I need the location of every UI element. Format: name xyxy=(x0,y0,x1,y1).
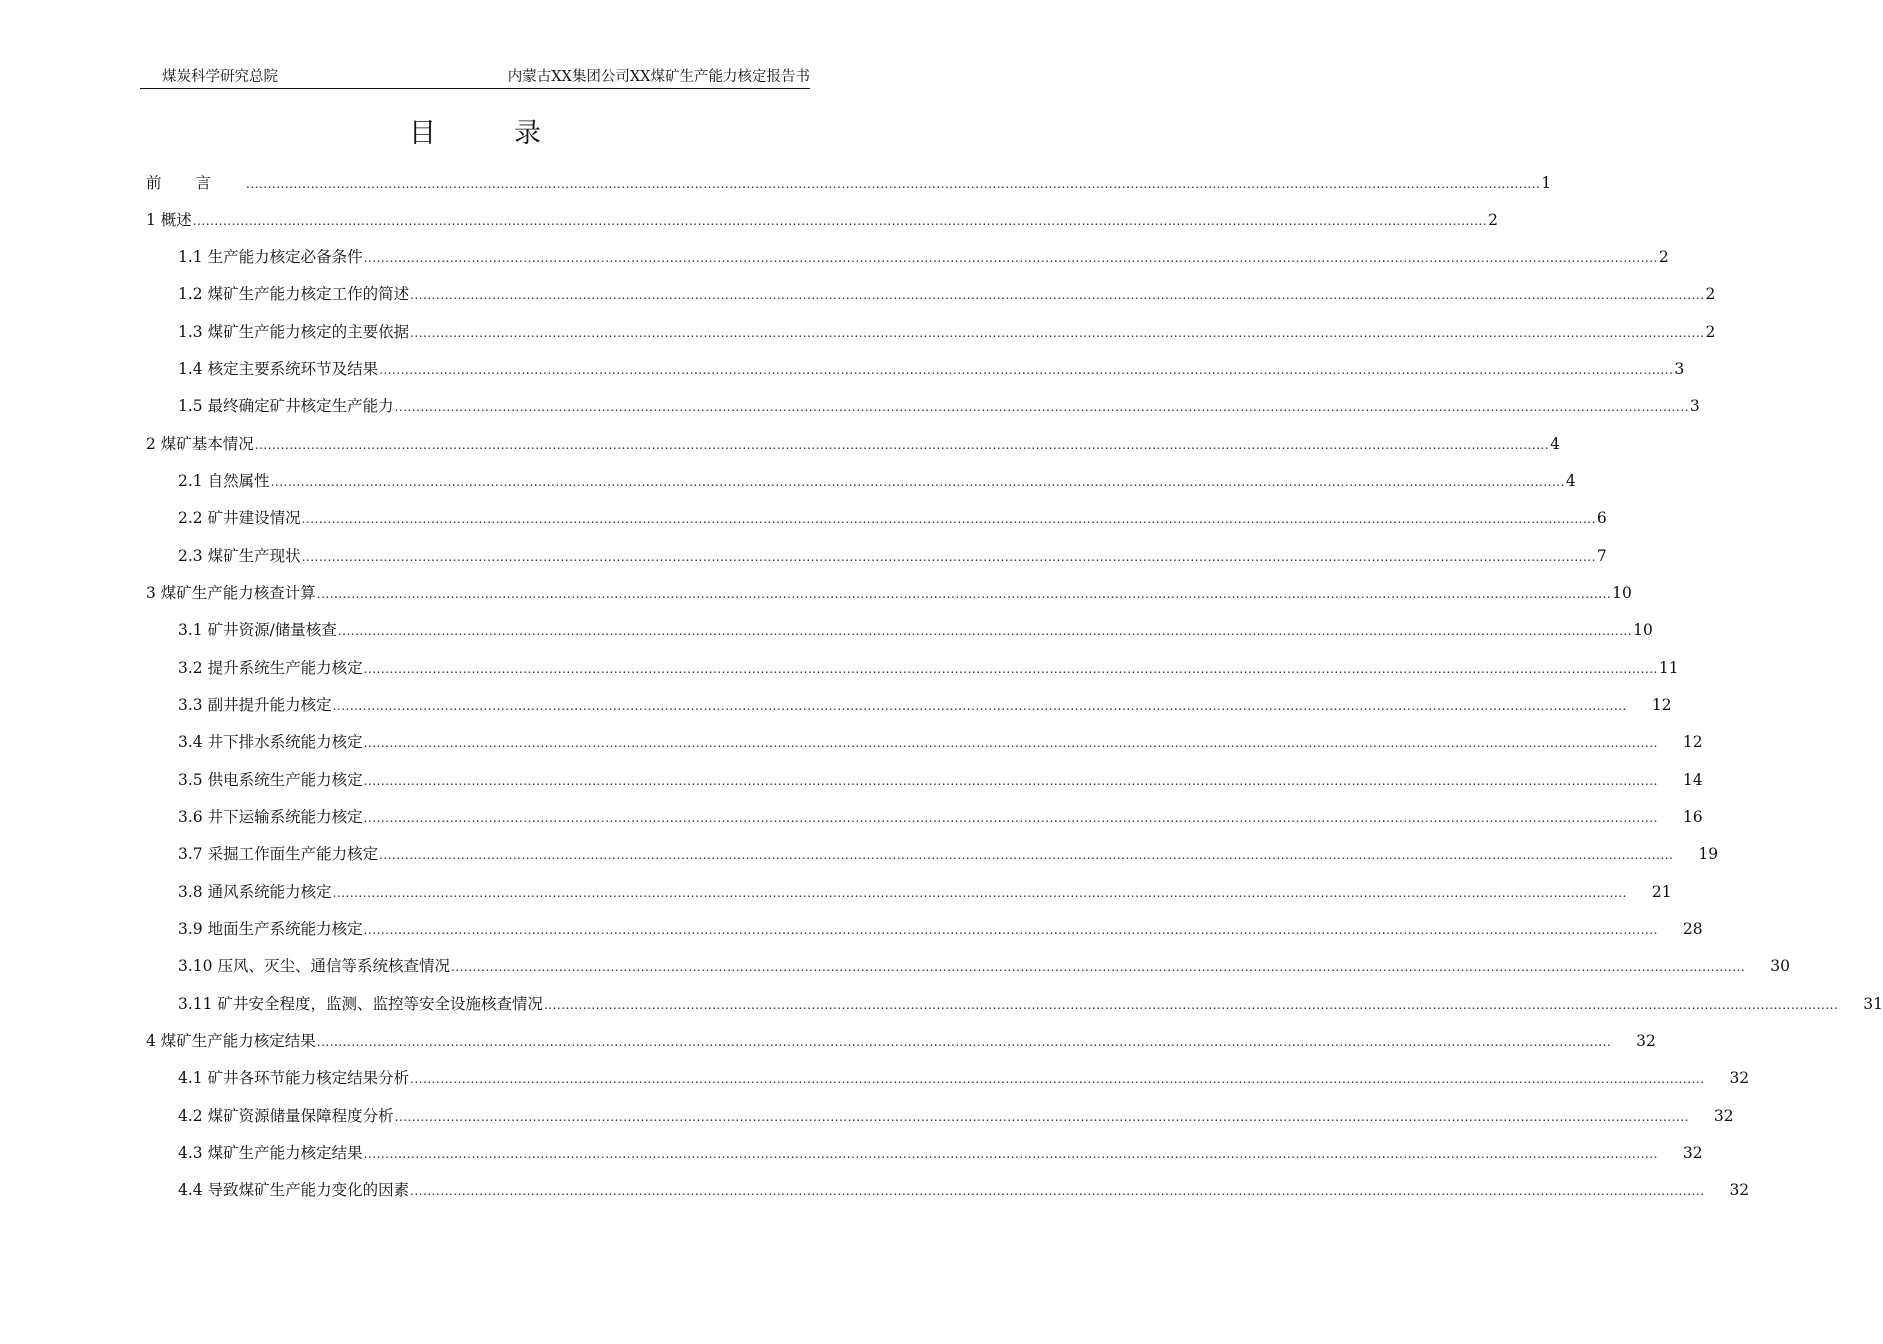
toc-entry-label: 2.1 自然属性 xyxy=(178,472,270,490)
toc-page-number: 21 xyxy=(1651,883,1672,901)
toc-entry[interactable] xyxy=(178,655,1679,681)
toc-entry-label: 3.10 压风、灭尘、通信等系统核查情况 xyxy=(178,957,450,975)
toc-leader-dots: ............................................................................................................................................................................................................................................................................................................ xyxy=(363,811,1658,825)
toc-entry-label: 1.1 生产能力核定必备条件 xyxy=(178,248,363,266)
toc-entry-label: 1.2 煤矿生产能力核定工作的简述 xyxy=(178,285,410,303)
toc-leader-dots: ............................................................................................................................................................................................................................................................................................................ xyxy=(450,960,1746,974)
toc-page-number: 30 xyxy=(1770,957,1791,975)
toc-leader-dots: ............................................................................................................................................................................................................................................................................................................ xyxy=(410,288,1705,302)
toc-entry-label: 2.3 煤矿生产现状 xyxy=(178,547,301,565)
toc-leader-dots: ............................................................................................................................................................................................................................................................................................................ xyxy=(379,848,1674,862)
toc-entry-label: 1 概述 xyxy=(146,211,192,229)
toc-title: 目录 xyxy=(409,118,619,149)
toc-leader-dots: ............................................................................................................................................................................................................................................................................................................ xyxy=(363,736,1658,750)
toc-leader-dots: ............................................................................................................................................................................................................................................................................................................ xyxy=(192,214,1488,228)
toc-page-number: 14 xyxy=(1682,771,1703,789)
toc-page-number: 16 xyxy=(1682,808,1703,826)
toc-entry[interactable] xyxy=(146,580,1632,606)
toc-entry[interactable] xyxy=(178,729,1703,755)
toc-leader-dots: ............................................................................................................................................................................................................................................................................................................ xyxy=(363,923,1658,937)
toc-leader-dots: ............................................................................................................................................................................................................................................................................................................ xyxy=(254,438,1550,452)
toc-entry-label: 3.6 井下运输系统能力核定 xyxy=(178,808,363,826)
toc-entry-label: 4.3 煤矿生产能力核定结果 xyxy=(178,1144,363,1162)
toc-entry-label: 3.1 矿井资源/储量核查 xyxy=(178,621,337,639)
toc-entry[interactable] xyxy=(146,1028,1656,1054)
toc-entry-label: 2.2 矿井建设情况 xyxy=(178,509,301,527)
toc-entry-label: 4.4 导致煤矿生产能力变化的因素 xyxy=(178,1181,410,1199)
toc-entry-label: 1.5 最终确定矿井核定生产能力 xyxy=(178,397,394,415)
toc-entry-label: 3.5 供电系统生产能力核定 xyxy=(178,771,363,789)
toc-leader-dots: ............................................................................................................................................................................................................................................................................................................ xyxy=(379,363,1674,377)
toc-leader-dots: ............................................................................................................................................................................................................................................................................................................ xyxy=(363,251,1658,265)
toc-page-number: 11 xyxy=(1658,659,1679,677)
toc-leader-dots: ............................................................................................................................................................................................................................................................................................................ xyxy=(332,886,1627,900)
toc-entry-label: 前言 xyxy=(146,174,246,192)
toc-entry[interactable] xyxy=(178,1177,1750,1203)
toc-page-number: 7 xyxy=(1596,547,1607,565)
toc-leader-dots: ............................................................................................................................................................................................................................................................................................................ xyxy=(316,1035,1612,1049)
toc-leader-dots: ............................................................................................................................................................................................................................................................................................................ xyxy=(246,177,1541,191)
toc-entry[interactable] xyxy=(178,617,1653,643)
toc-page-number: 32 xyxy=(1729,1069,1750,1087)
toc-page-number: 28 xyxy=(1682,920,1703,938)
page-header xyxy=(140,66,810,89)
toc-leader-dots: ............................................................................................................................................................................................................................................................................................................ xyxy=(337,624,1633,638)
toc-page-number: 12 xyxy=(1682,733,1703,751)
toc-page-number: 10 xyxy=(1612,584,1632,602)
toc-leader-dots: ............................................................................................................................................................................................................................................................................................................ xyxy=(410,326,1705,340)
toc-leader-dots: ............................................................................................................................................................................................................................................................................................................ xyxy=(316,587,1612,601)
toc-page-number: 3 xyxy=(1689,397,1700,415)
toc-entry[interactable] xyxy=(178,505,1607,531)
toc-leader-dots: ............................................................................................................................................................................................................................................................................................................ xyxy=(270,475,1565,489)
toc-entry[interactable] xyxy=(178,1103,1734,1129)
toc-leader-dots: ............................................................................................................................................................................................................................................................................................................ xyxy=(394,1110,1689,1124)
toc-leader-dots: ............................................................................................................................................................................................................................................................................................................ xyxy=(410,1184,1705,1198)
toc-entry-label: 3.2 提升系统生产能力核定 xyxy=(178,659,363,677)
toc-leader-dots: ............................................................................................................................................................................................................................................................................................................ xyxy=(363,662,1658,676)
toc-page-number: 10 xyxy=(1633,621,1653,639)
toc-entry[interactable] xyxy=(178,244,1669,270)
toc-leader-dots: ............................................................................................................................................................................................................................................................................................................ xyxy=(301,550,1596,564)
toc-entry[interactable] xyxy=(146,431,1561,457)
toc-entry[interactable] xyxy=(178,319,1716,345)
toc-leader-dots: ............................................................................................................................................................................................................................................................................................................ xyxy=(332,699,1627,713)
toc-page-number: 32 xyxy=(1729,1181,1750,1199)
toc-entry[interactable] xyxy=(178,1140,1703,1166)
toc-leader-dots: ............................................................................................................................................................................................................................................................................................................ xyxy=(394,400,1689,414)
toc-entry[interactable] xyxy=(178,356,1685,382)
toc-entry[interactable] xyxy=(178,1065,1750,1091)
toc-leader-dots: ............................................................................................................................................................................................................................................................................................................ xyxy=(301,512,1596,526)
toc-entry[interactable] xyxy=(178,393,1700,419)
toc-page-number: 32 xyxy=(1636,1032,1656,1050)
toc-entry[interactable] xyxy=(178,692,1672,718)
toc-entry-label: 3.4 井下排水系统能力核定 xyxy=(178,733,363,751)
toc-entry[interactable] xyxy=(178,767,1703,793)
toc-page-number: 4 xyxy=(1550,435,1561,453)
toc-entry-label: 3.3 副井提升能力核定 xyxy=(178,696,332,714)
toc-entry[interactable] xyxy=(178,841,1719,867)
toc-page-number: 2 xyxy=(1488,211,1499,229)
toc-page-number: 3 xyxy=(1674,360,1685,378)
toc-entry[interactable] xyxy=(178,953,1791,979)
toc-entry[interactable] xyxy=(146,170,1552,196)
header-report-title: 内蒙古XX集团公司XX煤矿生产能力核定报告书 xyxy=(507,69,810,85)
toc-leader-dots: ............................................................................................................................................................................................................................................................................................................ xyxy=(363,774,1658,788)
header-institute: 煤炭科学研究总院 xyxy=(162,69,278,85)
toc-page-number: 6 xyxy=(1596,509,1607,527)
toc-page-number: 32 xyxy=(1713,1107,1734,1125)
toc-entry[interactable] xyxy=(146,207,1499,233)
toc-page-number: 31 xyxy=(1863,995,1883,1013)
toc-page-number: 1 xyxy=(1541,174,1552,192)
toc-entry-label: 4 煤矿生产能力核定结果 xyxy=(146,1032,316,1050)
toc-entry-label: 4.1 矿井各环节能力核定结果分析 xyxy=(178,1069,410,1087)
toc-entry-label: 3.11 矿井安全程度，监测、监控等安全设施核查情况 xyxy=(178,995,543,1013)
toc-page-number: 4 xyxy=(1565,472,1576,490)
toc-entry-label: 4.2 煤矿资源储量保障程度分析 xyxy=(178,1107,394,1125)
toc-page-number: 2 xyxy=(1705,323,1716,341)
toc-entry[interactable] xyxy=(178,916,1703,942)
toc-entry[interactable] xyxy=(178,281,1716,307)
toc-page-number: 2 xyxy=(1658,248,1669,266)
toc-entry-label: 2 煤矿基本情况 xyxy=(146,435,254,453)
toc-entry-label: 3.8 通风系统能力核定 xyxy=(178,883,332,901)
toc-leader-dots: ............................................................................................................................................................................................................................................................................................................ xyxy=(543,998,1839,1012)
toc-leader-dots: ............................................................................................................................................................................................................................................................................................................ xyxy=(363,1147,1658,1161)
toc-entry[interactable] xyxy=(178,804,1703,830)
toc-page-number: 12 xyxy=(1651,696,1672,714)
toc-entry-label: 1.3 煤矿生产能力核定的主要依据 xyxy=(178,323,410,341)
toc-page-number: 32 xyxy=(1682,1144,1703,1162)
toc-page-number: 2 xyxy=(1705,285,1716,303)
toc-entry-label: 3 煤矿生产能力核查计算 xyxy=(146,584,316,602)
toc-entry-label: 1.4 核定主要系统环节及结果 xyxy=(178,360,379,378)
toc-entry-label: 3.9 地面生产系统能力核定 xyxy=(178,920,363,938)
toc-entry[interactable] xyxy=(178,879,1672,905)
toc-entry-label: 3.7 采掘工作面生产能力核定 xyxy=(178,845,379,863)
toc-entry[interactable] xyxy=(178,991,1883,1017)
toc-entry[interactable] xyxy=(178,468,1576,494)
toc-entry[interactable] xyxy=(178,543,1607,569)
toc-page-number: 19 xyxy=(1698,845,1719,863)
toc-leader-dots: ............................................................................................................................................................................................................................................................................................................ xyxy=(410,1072,1705,1086)
